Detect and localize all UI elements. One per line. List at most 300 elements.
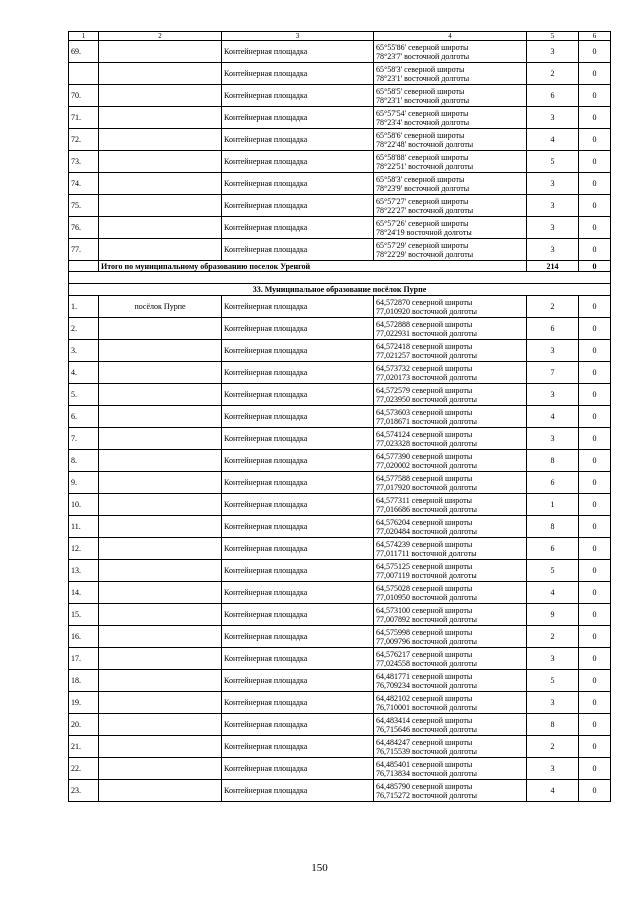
settlement-cell (99, 758, 222, 780)
site-type-cell: Контейнерная площадка (222, 151, 374, 173)
latitude-text: 65°57'54' северной широты (376, 108, 469, 118)
coordinates-cell (374, 173, 527, 195)
extra-count-cell: 0 (579, 494, 611, 516)
extra-count-cell: 0 (579, 318, 611, 340)
column-number: 5 (527, 32, 579, 41)
container-count-cell: 5 (527, 670, 579, 692)
extra-count-cell: 0 (579, 173, 611, 195)
coordinates-cell (374, 670, 527, 692)
settlement-cell (99, 582, 222, 604)
coordinates-cell (374, 340, 527, 362)
extra-count-cell: 0 (579, 195, 611, 217)
row-number: 75. (69, 195, 99, 217)
latitude-text: 64,577390 северной широты (376, 451, 473, 461)
site-type-cell: Контейнерная площадка (222, 85, 374, 107)
longitude-text: 77,020484 восточной долготы (376, 526, 478, 536)
row-number: 74. (69, 173, 99, 195)
extra-count-cell: 0 (579, 217, 611, 239)
extra-count-cell: 0 (579, 107, 611, 129)
settlement-cell (99, 648, 222, 670)
longitude-text: 77,020002 восточной долготы (376, 460, 478, 470)
register-sheet (68, 31, 610, 802)
latitude-text: 65°57'26' северной широты (376, 218, 469, 228)
row-number: 76. (69, 217, 99, 239)
latitude-text: 65°57'29' северной широты (376, 240, 469, 250)
longitude-text: 77,024558 восточной долготы (376, 658, 478, 668)
longitude-text: 77,007119 восточной долготы (376, 570, 477, 580)
table-row (69, 582, 611, 604)
container-count-cell: 6 (527, 85, 579, 107)
coordinates-cell (374, 714, 527, 736)
row-number: 15. (69, 604, 99, 626)
coordinates-cell (374, 41, 527, 63)
table-row (69, 450, 611, 472)
table-row (69, 318, 611, 340)
latitude-text: 64,573732 северной широты (376, 363, 473, 373)
site-type-cell: Контейнерная площадка (222, 450, 374, 472)
row-number: 22. (69, 758, 99, 780)
longitude-text: 77,011711 восточной долготы (376, 548, 477, 558)
row-number: 72. (69, 129, 99, 151)
table-row (69, 63, 611, 85)
row-number: 7. (69, 428, 99, 450)
settlement-cell (99, 129, 222, 151)
site-type-cell: Контейнерная площадка (222, 41, 374, 63)
latitude-text: 64,572418 северной широты (376, 341, 473, 351)
container-count-cell: 3 (527, 41, 579, 63)
table-row (69, 107, 611, 129)
longitude-text: 78°23'1' восточной долготы (376, 73, 470, 83)
longitude-text: 76,710001 восточной долготы (376, 702, 478, 712)
row-number (69, 63, 99, 85)
table-row (69, 195, 611, 217)
settlement-cell (99, 780, 222, 802)
container-count-cell: 3 (527, 195, 579, 217)
container-count-cell: 4 (527, 780, 579, 802)
site-type-cell: Контейнерная площадка (222, 362, 374, 384)
settlement-cell (99, 195, 222, 217)
coordinates-cell (374, 107, 527, 129)
extra-count-cell: 0 (579, 151, 611, 173)
site-type-cell: Контейнерная площадка (222, 239, 374, 261)
container-count-cell: 8 (527, 450, 579, 472)
container-count-cell: 1 (527, 494, 579, 516)
row-number: 70. (69, 85, 99, 107)
coordinates-cell (374, 239, 527, 261)
extra-count-cell: 0 (579, 560, 611, 582)
settlement-cell (99, 626, 222, 648)
row-number: 18. (69, 670, 99, 692)
site-type-cell: Контейнерная площадка (222, 195, 374, 217)
longitude-text: 78°23'9' восточной долготы (376, 183, 470, 193)
site-type-cell: Контейнерная площадка (222, 173, 374, 195)
coordinates-cell (374, 318, 527, 340)
row-number: 6. (69, 406, 99, 428)
extra-count-cell: 0 (579, 340, 611, 362)
container-count-cell: 3 (527, 107, 579, 129)
coordinates-cell (374, 648, 527, 670)
longitude-text: 77,018671 восточной долготы (376, 416, 478, 426)
site-type-cell: Контейнерная площадка (222, 63, 374, 85)
longitude-text: 77,022931 восточной долготы (376, 328, 478, 338)
column-number-row (69, 32, 611, 41)
settlement-cell (99, 63, 222, 85)
settlement-cell (99, 428, 222, 450)
settlement-cell (99, 560, 222, 582)
site-type-cell: Контейнерная площадка (222, 736, 374, 758)
settlement-cell (99, 41, 222, 63)
column-number: 6 (579, 32, 611, 41)
container-count-cell: 2 (527, 63, 579, 85)
container-count-cell: 3 (527, 384, 579, 406)
site-type-cell: Контейнерная площадка (222, 648, 374, 670)
latitude-text: 64,574239 северной широты (376, 539, 473, 549)
longitude-text: 77,009796 восточной долготы (376, 636, 478, 646)
extra-count-cell: 0 (579, 450, 611, 472)
total-label: Итого по муниципальному образованию поселок Уренгой (99, 261, 527, 272)
table-row (69, 538, 611, 560)
coordinates-cell (374, 428, 527, 450)
longitude-text: 78°22'29' восточной долготы (376, 249, 474, 259)
container-count-cell: 4 (527, 582, 579, 604)
row-number: 2. (69, 318, 99, 340)
container-count-cell: 3 (527, 692, 579, 714)
site-type-cell: Контейнерная площадка (222, 494, 374, 516)
settlement-cell (99, 736, 222, 758)
settlement-cell (99, 151, 222, 173)
container-count-cell: 3 (527, 758, 579, 780)
latitude-text: 64,484247 северной широты (376, 737, 473, 747)
coordinates-cell (374, 692, 527, 714)
extra-count-cell: 0 (579, 582, 611, 604)
extra-count-cell: 0 (579, 648, 611, 670)
total-row (69, 261, 611, 272)
table-row (69, 151, 611, 173)
longitude-text: 77,010920 восточной долготы (376, 306, 478, 316)
container-sites-table (68, 31, 611, 802)
extra-count-cell: 0 (579, 604, 611, 626)
row-number: 16. (69, 626, 99, 648)
container-count-cell: 6 (527, 318, 579, 340)
container-count-cell: 9 (527, 604, 579, 626)
settlement-cell (99, 472, 222, 494)
site-type-cell: Контейнерная площадка (222, 318, 374, 340)
settlement-cell: посёлок Пурпе (99, 296, 222, 318)
settlement-cell (99, 362, 222, 384)
site-type-cell: Контейнерная площадка (222, 472, 374, 494)
latitude-text: 65°58'5' северной широты (376, 86, 465, 96)
settlement-cell (99, 107, 222, 129)
extra-count-cell: 0 (579, 362, 611, 384)
site-type-cell: Контейнерная площадка (222, 758, 374, 780)
latitude-text: 65°58'3' северной широты (376, 64, 465, 74)
longitude-text: 76,709234 восточной долготы (376, 680, 478, 690)
latitude-text: 64,572579 северной широты (376, 385, 473, 395)
coordinates-cell (374, 129, 527, 151)
table-row (69, 217, 611, 239)
latitude-text: 64,573603 северной широты (376, 407, 473, 417)
coordinates-cell (374, 604, 527, 626)
coordinates-cell (374, 362, 527, 384)
container-count-cell: 8 (527, 714, 579, 736)
column-number: 4 (374, 32, 527, 41)
coordinates-cell (374, 63, 527, 85)
longitude-text: 76,715272 восточной долготы (376, 790, 478, 800)
site-type-cell: Контейнерная площадка (222, 516, 374, 538)
table-row (69, 406, 611, 428)
table-row (69, 780, 611, 802)
longitude-text: 77,007892 восточной долготы (376, 614, 478, 624)
table-body (69, 32, 611, 802)
extra-count-cell: 0 (579, 780, 611, 802)
extra-count-cell: 0 (579, 758, 611, 780)
coordinates-cell (374, 85, 527, 107)
settlement-cell (99, 239, 222, 261)
column-number: 3 (222, 32, 374, 41)
container-count-cell: 3 (527, 340, 579, 362)
coordinates-cell (374, 538, 527, 560)
settlement-cell (99, 318, 222, 340)
latitude-text: 64,572870 северной широты (376, 297, 473, 307)
container-count-cell: 5 (527, 560, 579, 582)
latitude-text: 64,574124 северной широты (376, 429, 473, 439)
table-row (69, 670, 611, 692)
row-number: 8. (69, 450, 99, 472)
spacer-row (69, 272, 611, 284)
table-row (69, 692, 611, 714)
site-type-cell: Контейнерная площадка (222, 340, 374, 362)
extra-count-cell: 0 (579, 714, 611, 736)
container-count-cell: 4 (527, 129, 579, 151)
longitude-text: 76,715646 восточной долготы (376, 724, 478, 734)
table-row (69, 428, 611, 450)
column-number: 1 (69, 32, 99, 41)
longitude-text: 76,715539 восточной долготы (376, 746, 478, 756)
coordinates-cell (374, 195, 527, 217)
longitude-text: 78°23'4' восточной долготы (376, 117, 470, 127)
table-row (69, 239, 611, 261)
table-row (69, 714, 611, 736)
site-type-cell: Контейнерная площадка (222, 217, 374, 239)
container-count-cell: 3 (527, 428, 579, 450)
table-row (69, 736, 611, 758)
latitude-text: 64,485401 северной широты (376, 759, 473, 769)
extra-count-cell: 0 (579, 41, 611, 63)
row-number: 20. (69, 714, 99, 736)
extra-count-cell: 0 (579, 516, 611, 538)
container-count-cell: 8 (527, 516, 579, 538)
row-number: 3. (69, 340, 99, 362)
coordinates-cell (374, 217, 527, 239)
site-type-cell: Контейнерная площадка (222, 129, 374, 151)
page-number: 150 (311, 862, 328, 874)
extra-count-cell: 0 (579, 428, 611, 450)
container-count-cell: 7 (527, 362, 579, 384)
container-count-cell: 2 (527, 296, 579, 318)
coordinates-cell (374, 516, 527, 538)
table-row (69, 85, 611, 107)
table-row (69, 340, 611, 362)
row-number: 14. (69, 582, 99, 604)
settlement-cell (99, 670, 222, 692)
extra-count-cell: 0 (579, 472, 611, 494)
total-count: 214 (527, 261, 579, 272)
row-number: 77. (69, 239, 99, 261)
spacer-cell (69, 272, 611, 284)
row-number: 69. (69, 41, 99, 63)
latitude-text: 65°58'88' северной широты (376, 152, 469, 162)
longitude-text: 78°22'27' восточной долготы (376, 205, 474, 215)
site-type-cell: Контейнерная площадка (222, 428, 374, 450)
section-header-row (69, 284, 611, 296)
extra-count-cell: 0 (579, 85, 611, 107)
site-type-cell: Контейнерная площадка (222, 626, 374, 648)
table-row (69, 472, 611, 494)
settlement-cell (99, 406, 222, 428)
latitude-text: 64,482102 северной широты (376, 693, 473, 703)
settlement-cell (99, 538, 222, 560)
row-number: 1. (69, 296, 99, 318)
longitude-text: 77,016686 восточной долготы (376, 504, 478, 514)
coordinates-cell (374, 626, 527, 648)
row-number: 5. (69, 384, 99, 406)
latitude-text: 64,576204 северной широты (376, 517, 473, 527)
settlement-cell (99, 450, 222, 472)
settlement-cell (99, 173, 222, 195)
extra-count-cell: 0 (579, 63, 611, 85)
coordinates-cell (374, 494, 527, 516)
settlement-cell (99, 384, 222, 406)
extra-count-cell: 0 (579, 736, 611, 758)
longitude-text: 77,021257 восточной долготы (376, 350, 478, 360)
longitude-text: 78°24'19 восточной долготы (376, 227, 472, 237)
site-type-cell: Контейнерная площадка (222, 384, 374, 406)
latitude-text: 65°58'6' северной широты (376, 130, 465, 140)
table-row (69, 129, 611, 151)
settlement-cell (99, 516, 222, 538)
row-number: 4. (69, 362, 99, 384)
extra-count-cell: 0 (579, 384, 611, 406)
table-row (69, 173, 611, 195)
longitude-text: 77,023328 восточной долготы (376, 438, 478, 448)
coordinates-cell (374, 406, 527, 428)
table-row (69, 516, 611, 538)
site-type-cell: Контейнерная площадка (222, 714, 374, 736)
table-row (69, 626, 611, 648)
latitude-text: 64,575028 северной широты (376, 583, 473, 593)
extra-count-cell: 0 (579, 296, 611, 318)
longitude-text: 77,020173 восточной долготы (376, 372, 478, 382)
latitude-text: 65°55'86' северной широты (376, 42, 469, 52)
latitude-text: 64,572888 северной широты (376, 319, 473, 329)
settlement-cell (99, 692, 222, 714)
site-type-cell: Контейнерная площадка (222, 107, 374, 129)
site-type-cell: Контейнерная площадка (222, 582, 374, 604)
latitude-text: 64,575998 северной широты (376, 627, 473, 637)
column-number: 2 (99, 32, 222, 41)
container-count-cell: 4 (527, 406, 579, 428)
extra-count-cell: 0 (579, 626, 611, 648)
latitude-text: 64,485790 северной широты (376, 781, 473, 791)
settlement-cell (99, 494, 222, 516)
container-count-cell: 3 (527, 217, 579, 239)
longitude-text: 78°22'51' восточной долготы (376, 161, 474, 171)
container-count-cell: 6 (527, 472, 579, 494)
container-count-cell: 2 (527, 736, 579, 758)
latitude-text: 65°58'3' северной широты (376, 174, 465, 184)
coordinates-cell (374, 151, 527, 173)
longitude-text: 78°23'7' восточной долготы (376, 51, 470, 61)
container-count-cell: 5 (527, 151, 579, 173)
longitude-text: 77,017920 восточной долготы (376, 482, 478, 492)
settlement-cell (99, 85, 222, 107)
row-number: 13. (69, 560, 99, 582)
extra-count-cell: 0 (579, 239, 611, 261)
latitude-text: 64,576217 северной широты (376, 649, 473, 659)
row-number: 73. (69, 151, 99, 173)
table-row (69, 296, 611, 318)
settlement-cell (99, 604, 222, 626)
longitude-text: 77,010950 восточной долготы (376, 592, 478, 602)
extra-count-cell: 0 (579, 692, 611, 714)
row-number: 23. (69, 780, 99, 802)
table-row (69, 41, 611, 63)
latitude-text: 64,573100 северной широты (376, 605, 473, 615)
table-row (69, 758, 611, 780)
latitude-text: 64,577311 северной широты (376, 495, 472, 505)
site-type-cell: Контейнерная площадка (222, 538, 374, 560)
row-number: 19. (69, 692, 99, 714)
longitude-text: 77,023950 восточной долготы (376, 394, 478, 404)
total-extra: 0 (579, 261, 611, 272)
longitude-text: 78°23'1' восточной долготы (376, 95, 470, 105)
settlement-cell (99, 714, 222, 736)
row-number: 71. (69, 107, 99, 129)
section-title: 33. Муниципальное образование посёлок Пурпе (69, 284, 611, 296)
row-number: 17. (69, 648, 99, 670)
table-row (69, 648, 611, 670)
site-type-cell: Контейнерная площадка (222, 604, 374, 626)
extra-count-cell: 0 (579, 406, 611, 428)
row-number: 12. (69, 538, 99, 560)
container-count-cell: 3 (527, 173, 579, 195)
coordinates-cell (374, 384, 527, 406)
coordinates-cell (374, 736, 527, 758)
coordinates-cell (374, 472, 527, 494)
settlement-cell (99, 217, 222, 239)
site-type-cell: Контейнерная площадка (222, 692, 374, 714)
latitude-text: 65°57'27' северной широты (376, 196, 469, 206)
table-row (69, 604, 611, 626)
extra-count-cell: 0 (579, 538, 611, 560)
extra-count-cell: 0 (579, 129, 611, 151)
container-count-cell: 3 (527, 239, 579, 261)
coordinates-cell (374, 780, 527, 802)
latitude-text: 64,577588 северной широты (376, 473, 473, 483)
coordinates-cell (374, 582, 527, 604)
settlement-cell (99, 340, 222, 362)
container-count-cell: 2 (527, 626, 579, 648)
site-type-cell: Контейнерная площадка (222, 296, 374, 318)
latitude-text: 64,575125 северной широты (376, 561, 473, 571)
row-number: 21. (69, 736, 99, 758)
total-blank (69, 261, 99, 272)
table-row (69, 362, 611, 384)
coordinates-cell (374, 296, 527, 318)
row-number: 9. (69, 472, 99, 494)
coordinates-cell (374, 758, 527, 780)
latitude-text: 64,483414 северной широты (376, 715, 473, 725)
